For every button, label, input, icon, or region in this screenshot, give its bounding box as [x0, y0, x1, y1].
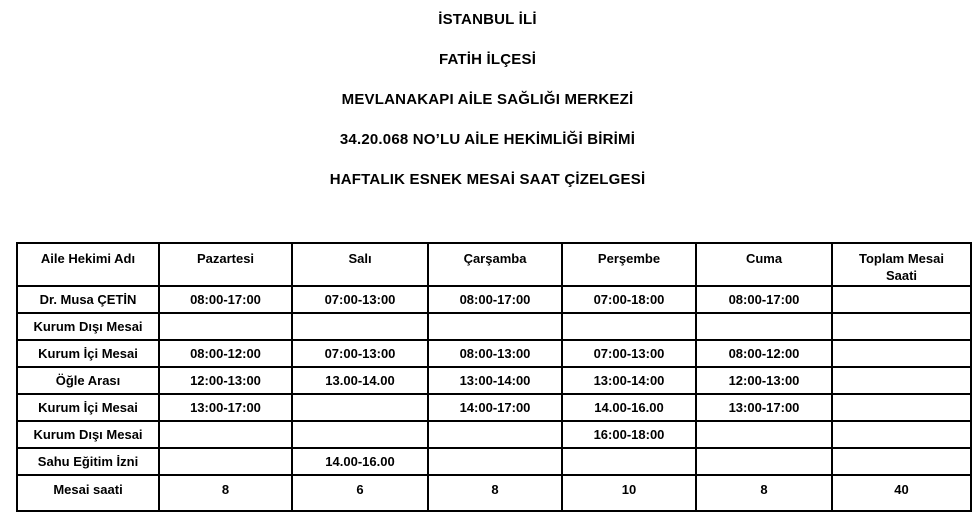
- row-out-of-office-2: [17, 421, 971, 448]
- table-cell: [159, 448, 292, 475]
- row-label-cell: Sahu Eğitim İzni: [17, 448, 159, 475]
- row-label-cell: Mesai saati: [17, 475, 159, 511]
- table-cell: [696, 421, 832, 448]
- table-cell: [562, 313, 696, 340]
- table-cell: 14.00-16.00: [562, 394, 696, 421]
- row-label-cell: Öğle Arası: [17, 367, 159, 394]
- row-lunch-break: [17, 367, 971, 394]
- table-cell: [832, 394, 971, 421]
- col-header-tuesday: Salı: [292, 243, 428, 286]
- table-cell: [832, 448, 971, 475]
- row-in-office-1: [17, 340, 971, 367]
- title-schedule: HAFTALIK ESNEK MESAİ SAAT ÇİZELGESİ: [329, 171, 646, 188]
- table-cell: [832, 286, 971, 313]
- table-cell: 08:00-17:00: [696, 286, 832, 313]
- col-header-wednesday: Çarşamba: [428, 243, 562, 286]
- table-cell: [562, 448, 696, 475]
- table-cell: 8: [428, 475, 562, 511]
- row-label-cell: Kurum İçi Mesai: [17, 340, 159, 367]
- row-label-cell: Kurum Dışı Mesai: [17, 313, 159, 340]
- table-cell: 12:00-13:00: [696, 367, 832, 394]
- col-header-thursday: Perşembe: [562, 243, 696, 286]
- table-cell: [696, 313, 832, 340]
- table-cell: [696, 448, 832, 475]
- table-cell: [832, 313, 971, 340]
- row-out-of-office-1: [17, 313, 971, 340]
- table-cell: 13:00-14:00: [428, 367, 562, 394]
- title-district: FATİH İLÇESİ: [438, 51, 537, 68]
- table-cell: 14.00-16.00: [292, 448, 428, 475]
- table-cell: 40: [832, 475, 971, 511]
- title-province: İSTANBUL İLİ: [438, 11, 537, 28]
- table-cell: [428, 448, 562, 475]
- table-cell: 8: [696, 475, 832, 511]
- schedule-table: [16, 242, 972, 512]
- col-header-monday: Pazartesi: [159, 243, 292, 286]
- col-header-total-hours: Toplam Mesai Saati: [832, 243, 971, 286]
- col-header-doctor-name: Aile Hekimi Adı: [17, 243, 159, 286]
- table-cell: 12:00-13:00: [159, 367, 292, 394]
- table-cell: 08:00-17:00: [428, 286, 562, 313]
- table-cell: 10: [562, 475, 696, 511]
- row-total-work-hours: [17, 475, 971, 511]
- table-cell: 13:00-17:00: [159, 394, 292, 421]
- table-cell: 8: [159, 475, 292, 511]
- table-cell: [832, 421, 971, 448]
- row-label-cell: Kurum Dışı Mesai: [17, 421, 159, 448]
- col-header-friday: Cuma: [696, 243, 832, 286]
- table-cell: 13:00-14:00: [562, 367, 696, 394]
- table-cell: [159, 313, 292, 340]
- table-cell: 08:00-17:00: [159, 286, 292, 313]
- table-header-row: [17, 243, 971, 286]
- table-cell: [292, 313, 428, 340]
- table-cell: [832, 367, 971, 394]
- table-cell: 08:00-12:00: [696, 340, 832, 367]
- table-cell: 07:00-13:00: [562, 340, 696, 367]
- table-cell: 13:00-17:00: [696, 394, 832, 421]
- table-cell: [292, 394, 428, 421]
- table-cell: [292, 421, 428, 448]
- row-doctor-hours: [17, 286, 971, 313]
- table-cell: 16:00-18:00: [562, 421, 696, 448]
- table-cell: [159, 421, 292, 448]
- table-cell: 6: [292, 475, 428, 511]
- table-cell: 07:00-18:00: [562, 286, 696, 313]
- row-label-cell: Kurum İçi Mesai: [17, 394, 159, 421]
- title-unit: 34.20.068 NO’LU AİLE HEKİMLİĞİ BİRİMİ: [339, 131, 636, 148]
- table-cell: 07:00-13:00: [292, 340, 428, 367]
- table-cell: 13.00-14.00: [292, 367, 428, 394]
- row-in-office-2: [17, 394, 971, 421]
- title-health-center: MEVLANAKAPI AİLE SAĞLIĞI MERKEZİ: [341, 91, 634, 108]
- table-cell: 08:00-13:00: [428, 340, 562, 367]
- table-cell: 08:00-12:00: [159, 340, 292, 367]
- table-cell: [428, 313, 562, 340]
- table-cell: 07:00-13:00: [292, 286, 428, 313]
- table-cell: [428, 421, 562, 448]
- table-cell: [832, 340, 971, 367]
- document-title-block: [0, 0, 975, 189]
- row-field-training-leave: [17, 448, 971, 475]
- row-label-cell: Dr. Musa ÇETİN: [17, 286, 159, 313]
- table-cell: 14:00-17:00: [428, 394, 562, 421]
